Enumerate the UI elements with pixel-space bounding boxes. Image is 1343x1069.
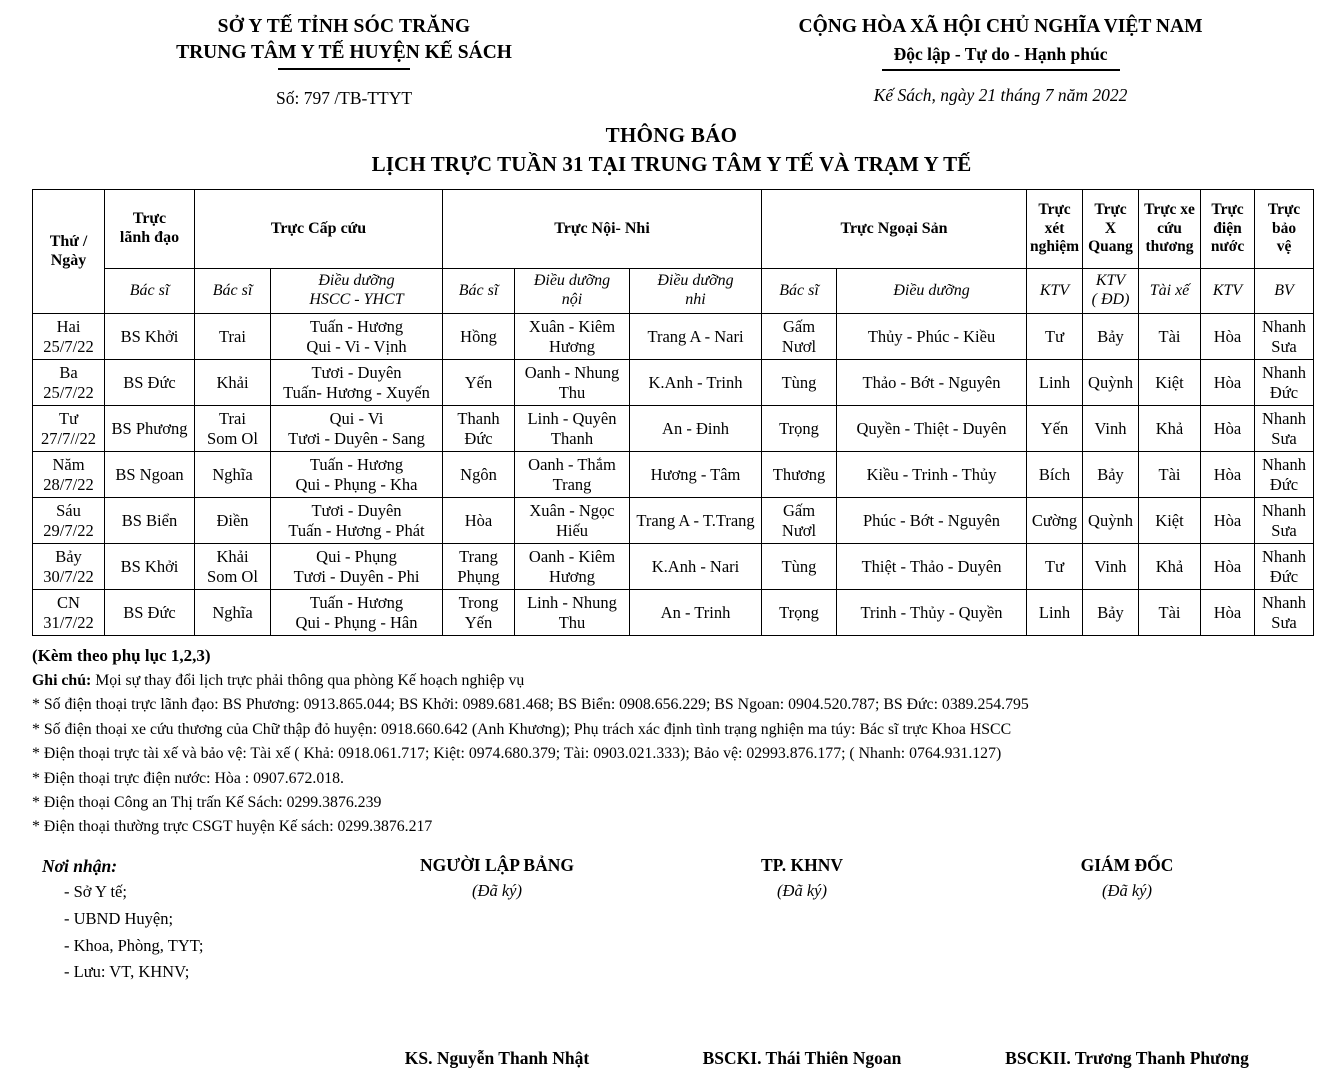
cell-leadership-doctor-1: BS Đức [105,360,195,406]
cell-leadership-doctor-3: BS Ngoan [105,452,195,498]
table-row [33,314,1314,360]
subcol-internal-nurse [515,269,630,314]
col-header-xray [1083,190,1139,269]
general-note-text: Mọi sự thay đổi lịch trực phải thông qua phòng Kế hoạch nghiệp vụ [91,671,525,689]
cell-xray-5: Vinh [1083,544,1139,590]
general-note [32,669,1343,693]
cell-pediatric-nurse-4: Trang A - T.Trang [630,498,762,544]
cell-internal-nurse-0: Xuân - Kiêm Hương [515,314,630,360]
contact-note-line-1: * Số điện thoại xe cứu thương của Chữ thập đỏ huyện: 0918.660.642 (Anh Khương); Phụ trách xác định tình trạng nghiện ma túy: Bác sĩ trực Khoa HSCC [32,720,1012,738]
cell-security-6: Nhanh Sưa [1255,590,1314,636]
cell-emergency-nurse-1: Tươi - Duyên Tuấn- Hương - Xuyến [271,360,443,406]
signature-preparer [352,853,642,986]
signature-row [0,853,1343,986]
cell-day-date-3: Năm 28/7/22 [33,452,105,498]
province-health-department: SỞ Y TẾ TỈNH SÓC TRĂNG [217,16,471,37]
cell-lab-1: Linh [1027,360,1083,406]
cell-leadership-doctor-2: BS Phương [105,406,195,452]
cell-emergency-doctor-6: Nghĩa [195,590,271,636]
subcol-emergency-doctor: Bác sĩ [195,269,271,314]
col-header-lab-line1: Trực [1038,201,1071,219]
schedule-table-body [33,314,1314,636]
general-note-label: Ghi chú: [32,671,92,689]
national-motto [894,43,1108,67]
cell-day-date-0: Hai 25/7/22 [33,314,105,360]
cell-lab-4: Cường [1027,498,1083,544]
cell-emergency-doctor-0: Trai [195,314,271,360]
cell-internal-doctor-4: Hòa [443,498,515,544]
cell-internal-nurse-3: Oanh - Thắm Trang [515,452,630,498]
cell-day-date-2: Tư 27/7//22 [33,406,105,452]
cell-emergency-nurse-0: Tuấn - Hương Qui - Vi - Vịnh [271,314,443,360]
cell-surgery-doctor-2: Trọng [762,406,837,452]
subcol-pediatric-nurse-line1: Điều dưỡng [657,272,734,290]
place-and-date: Kế Sách, ngày 21 tháng 7 năm 2022 [873,84,1128,105]
col-header-ambulance [1139,190,1201,269]
subcol-emergency-nurse-line1: Điều dưỡng [318,272,395,290]
signature-director-signed: (Đã ký) [1102,881,1152,901]
cell-internal-nurse-2: Linh - Quyên Thanh [515,406,630,452]
cell-utility-0: Hòa [1201,314,1255,360]
contact-note-line-0: * Số điện thoại trực lãnh đạo: BS Phương: 0913.865.044; BS Khởi: 0989.681.468; BS Biển: 0908.656.229; BS Ngoan: 0904.520.787; BS Đức: 0389.254.795 [32,696,1029,714]
cell-emergency-nurse-5: Qui - Phụng Tươi - Duyên - Phi [271,544,443,590]
col-header-day [33,190,105,314]
duty-schedule-table [32,189,1314,636]
cell-internal-nurse-4: Xuân - Ngọc Hiếu [515,498,630,544]
col-header-leadership-line2: lãnh đạo [119,229,180,247]
cell-leadership-doctor-0: BS Khởi [105,314,195,360]
subcol-xray-role-line1: KTV [1095,272,1126,290]
attachment-note: (Kèm theo phụ lục 1,2,3) [32,646,211,666]
cell-internal-nurse-1: Oanh - Nhung Thu [515,360,630,406]
cell-security-2: Nhanh Sưa [1255,406,1314,452]
subcol-lab-role: KTV [1027,269,1083,314]
subcol-ambulance-role: Tài xế [1139,269,1201,314]
recipients-block [42,853,352,986]
col-header-leadership [105,190,195,269]
document-header [0,0,1343,109]
cell-pediatric-nurse-3: Hương - Tâm [630,452,762,498]
cell-xray-3: Bảy [1083,452,1139,498]
cell-lab-2: Yến [1027,406,1083,452]
subcol-security-role: BV [1255,269,1314,314]
recipients-title: Nơi nhận: [42,855,118,876]
subcol-xray-role-line2: ( ĐD) [1091,291,1130,309]
col-header-ambulance-line3: thương [1145,238,1194,256]
cell-security-0: Nhanh Sưa [1255,314,1314,360]
subcol-internal-nurse-line2: nội [561,291,583,309]
signature-department-head-title: TP. KHNV [760,854,843,875]
cell-xray-2: Vinh [1083,406,1139,452]
cell-surgery-doctor-5: Tùng [762,544,837,590]
cell-lab-6: Linh [1027,590,1083,636]
cell-utility-1: Hòa [1201,360,1255,406]
contact-note-line-2: * Điện thoại trực tài xế và bảo vệ: Tài xế ( Khả: 0918.061.717; Kiệt: 0974.680.379; Tài: 0903.021.333); Bảo vệ: 02993.876.177; ( Nhanh: 0764.931.127) [32,745,1002,763]
cell-emergency-doctor-3: Nghĩa [195,452,271,498]
cell-surgery-nurse-4: Phúc - Bớt - Nguyên [837,498,1027,544]
table-row [33,590,1314,636]
col-header-xray-line2: X [1104,219,1117,237]
recipient-item-3: - Lưu: VT, KHNV; [64,962,190,982]
cell-internal-doctor-2: Thanh Đức [443,406,515,452]
table-header-group-row [33,190,1314,269]
cell-surgery-doctor-4: Gấm Nươl [762,498,837,544]
table-row [33,498,1314,544]
cell-ambulance-0: Tài [1139,314,1201,360]
col-header-utility-line2: điện [1213,219,1242,237]
cell-utility-4: Hòa [1201,498,1255,544]
cell-emergency-nurse-6: Tuấn - Hương Qui - Phụng - Hân [271,590,443,636]
cell-surgery-doctor-1: Tùng [762,360,837,406]
contact-note-line-4: * Điện thoại Công an Thị trấn Kế Sách: 0299.3876.239 [32,793,382,811]
cell-surgery-nurse-6: Trinh - Thủy - Quyền [837,590,1027,636]
cell-emergency-doctor-4: Điền [195,498,271,544]
cell-surgery-nurse-0: Thủy - Phúc - Kiều [837,314,1027,360]
cell-day-date-4: Sáu 29/7/22 [33,498,105,544]
cell-emergency-doctor-1: Khải [195,360,271,406]
cell-surgery-doctor-3: Thương [762,452,837,498]
subcol-surgery-nurse: Điều dưỡng [837,269,1027,314]
signer-names-row [0,1048,1343,1069]
district-health-center-label: TRUNG TÂM Y TẾ HUYỆN KẾ SÁCH [176,42,512,64]
col-header-ambulance-line2: cứu [1157,219,1182,237]
cell-emergency-nurse-4: Tươi - Duyên Tuấn - Hương - Phát [271,498,443,544]
cell-pediatric-nurse-5: K.Anh - Nari [630,544,762,590]
cell-day-date-1: Ba 25/7/22 [33,360,105,406]
cell-internal-nurse-5: Oanh - Kiêm Hương [515,544,630,590]
cell-security-5: Nhanh Đức [1255,544,1314,590]
cell-xray-6: Bảy [1083,590,1139,636]
cell-internal-doctor-1: Yến [443,360,515,406]
subcol-internal-nurse-line1: Điều dưỡng [533,272,611,290]
col-header-laboratory [1027,190,1083,269]
signer-name-director: BSCKII. Trương Thanh Phương [1005,1048,1249,1069]
cell-internal-doctor-0: Hồng [443,314,515,360]
subcol-emergency-nurse-line2: HSCC - YHCT [309,291,404,309]
cell-day-date-6: CN 31/7/22 [33,590,105,636]
table-row [33,544,1314,590]
names-spacer [42,1048,352,1069]
cell-surgery-doctor-0: Gấm Nươl [762,314,837,360]
col-header-utility [1201,190,1255,269]
cell-leadership-doctor-6: BS Đức [105,590,195,636]
subcol-leadership-doctor: Bác sĩ [105,269,195,314]
cell-internal-nurse-6: Linh - Nhung Thu [515,590,630,636]
col-header-xray-line3: Quang [1088,238,1133,256]
cell-ambulance-4: Kiệt [1139,498,1201,544]
col-header-xray-line1: Trực [1094,201,1127,219]
contact-note-lines [32,693,1343,840]
table-row [33,360,1314,406]
header-underline-rule [278,68,410,70]
col-header-day-line1: Thứ / [49,232,88,250]
col-header-lab-line2: xét [1044,219,1065,237]
col-header-ambulance-line1: Trực xe [1144,201,1195,219]
national-heading-block [658,14,1343,109]
col-header-security-line3: vệ [1276,238,1292,256]
cell-lab-5: Tư [1027,544,1083,590]
cell-day-date-5: Bảy 30/7/22 [33,544,105,590]
signature-preparer-signed: (Đã ký) [472,881,522,901]
signature-director-title: GIÁM ĐỐC [1080,854,1174,875]
district-health-center [176,40,512,66]
subcol-pediatric-nurse [630,269,762,314]
cell-pediatric-nurse-1: K.Anh - Trinh [630,360,762,406]
cell-ambulance-2: Khả [1139,406,1201,452]
cell-surgery-nurse-2: Quyền - Thiệt - Duyên [837,406,1027,452]
cell-lab-3: Bích [1027,452,1083,498]
contact-note-line-5: * Điện thoại thường trực CSGT huyện Kế sách: 0299.3876.217 [32,818,433,836]
page-title: THÔNG BÁO [605,123,738,148]
cell-surgery-nurse-5: Thiệt - Thảo - Duyên [837,544,1027,590]
contact-note-line-3: * Điện thoại trực điện nước: Hòa : 0907.672.018. [32,769,344,787]
subcol-pediatric-nurse-line2: nhi [685,291,706,309]
cell-utility-6: Hòa [1201,590,1255,636]
cell-pediatric-nurse-6: An - Trinh [630,590,762,636]
cell-emergency-doctor-5: Khải Som Ol [195,544,271,590]
table-row [33,452,1314,498]
subcol-xray-role [1083,269,1139,314]
cell-xray-1: Quỳnh [1083,360,1139,406]
cell-surgery-nurse-1: Thảo - Bớt - Nguyên [837,360,1027,406]
signer-name-preparer: KS. Nguyễn Thanh Nhật [404,1048,590,1069]
signature-preparer-title: NGƯỜI LẬP BẢNG [420,854,574,875]
issuing-organization-block [0,14,658,109]
signature-department-head-signed: (Đã ký) [777,881,827,901]
cell-emergency-nurse-3: Tuấn - Hương Qui - Phụng - Kha [271,452,443,498]
cell-utility-5: Hòa [1201,544,1255,590]
col-header-utility-line1: Trực [1211,201,1244,219]
document-number: Số: 797 /TB-TTYT [275,87,413,108]
cell-security-1: Nhanh Đức [1255,360,1314,406]
signature-department-head [642,853,962,986]
cell-emergency-doctor-2: Trai Som Ol [195,406,271,452]
signer-name-department-head: BSCKI. Thái Thiên Ngoan [702,1048,902,1069]
document-title-block [0,121,1343,178]
cell-pediatric-nurse-0: Trang A - Nari [630,314,762,360]
signature-director [962,853,1292,986]
subcol-emergency-nurse [271,269,443,314]
subcol-surgery-doctor: Bác sĩ [762,269,837,314]
cell-ambulance-1: Kiệt [1139,360,1201,406]
col-header-security-line2: bảo [1271,219,1297,237]
cell-emergency-nurse-2: Qui - Vi Tươi - Duyên - Sang [271,406,443,452]
page-subtitle: LỊCH TRỰC TUẦN 31 TẠI TRUNG TÂM Y TẾ VÀ TRẠM Y TẾ [371,151,972,176]
notes-section [32,643,1343,840]
table-header-sub-row [33,269,1314,314]
col-header-utility-line3: nước [1210,238,1245,256]
col-header-surgery-obstetrics: Trực Ngoại Sản [762,190,1027,269]
col-header-emergency: Trực Cấp cứu [195,190,443,269]
national-title: CỘNG HÒA XÃ HỘI CHỦ NGHĨA VIỆT NAM [798,16,1203,37]
cell-lab-0: Tư [1027,314,1083,360]
cell-security-4: Nhanh Sưa [1255,498,1314,544]
cell-xray-4: Quỳnh [1083,498,1139,544]
cell-leadership-doctor-4: BS Biển [105,498,195,544]
col-header-lab-line3: nghiệm [1029,238,1080,256]
recipient-item-0: - Sở Y tế; [64,882,127,902]
col-header-security-line1: Trực [1267,201,1301,219]
cell-xray-0: Bảy [1083,314,1139,360]
recipient-item-1: - UBND Huyện; [64,908,174,928]
table-row [33,406,1314,452]
cell-ambulance-6: Tài [1139,590,1201,636]
cell-internal-doctor-3: Ngôn [443,452,515,498]
col-header-security [1255,190,1314,269]
schedule-table-wrapper [32,189,1313,636]
col-header-day-line2: Ngày [50,251,87,269]
cell-internal-doctor-6: Trong Yến [443,590,515,636]
cell-internal-doctor-5: Trang Phụng [443,544,515,590]
recipients-list [42,879,352,986]
cell-leadership-doctor-5: BS Khởi [105,544,195,590]
national-motto-label: Độc lập - Tự do - Hạnh phúc [893,44,1108,65]
motto-underline-rule [882,69,1120,71]
cell-pediatric-nurse-2: An - Đinh [630,406,762,452]
cell-ambulance-5: Khả [1139,544,1201,590]
cell-surgery-doctor-6: Trọng [762,590,837,636]
cell-security-3: Nhanh Đức [1255,452,1314,498]
cell-utility-3: Hòa [1201,452,1255,498]
subcol-internal-doctor: Bác sĩ [443,269,515,314]
recipient-item-2: - Khoa, Phòng, TYT; [64,935,204,955]
cell-surgery-nurse-3: Kiều - Trinh - Thủy [837,452,1027,498]
cell-utility-2: Hòa [1201,406,1255,452]
col-header-internal-pediatric: Trực Nội- Nhi [443,190,762,269]
cell-ambulance-3: Tài [1139,452,1201,498]
col-header-leadership-line1: Trực [132,210,167,228]
subcol-utility-role: KTV [1201,269,1255,314]
